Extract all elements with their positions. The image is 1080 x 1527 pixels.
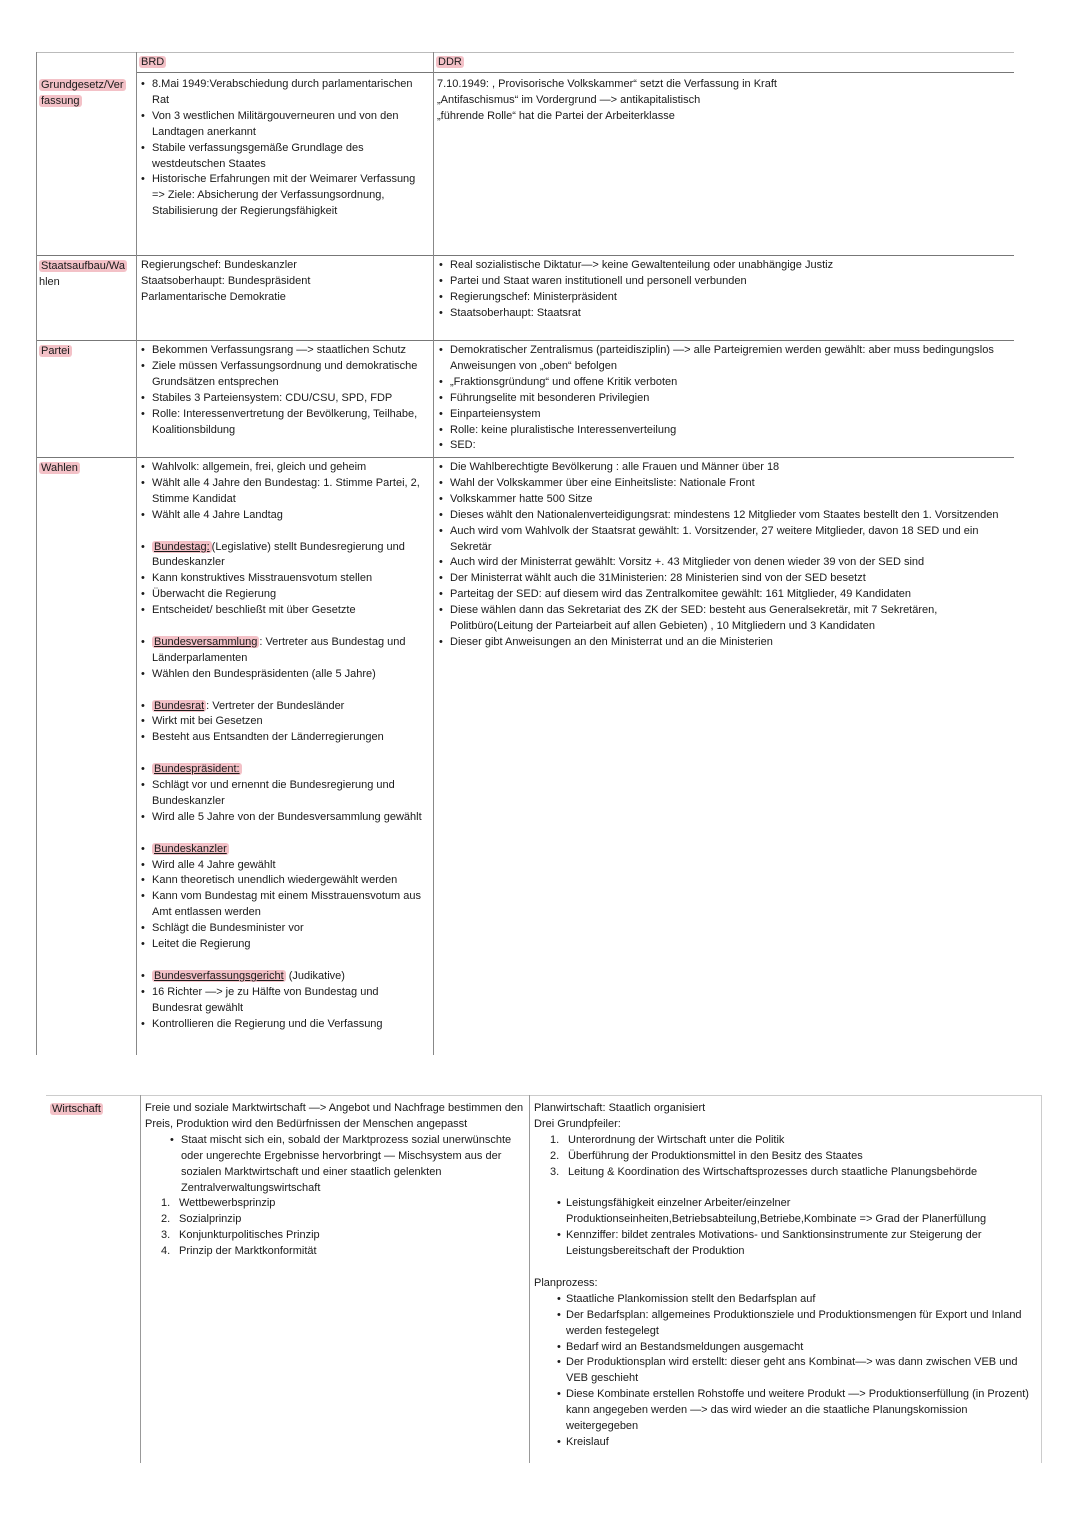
list-item: 1. Unterordnung der Wirtschaft unter die Politik: [550, 1133, 785, 1146]
list-item: • Leitet die Regierung: [138, 937, 430, 953]
partei-ddr: [436, 343, 1012, 454]
list-item: • Wirkt mit bei Gesetzen: [138, 714, 430, 730]
list-item: • Wahl der Volkskammer über eine Einheitsliste: Nationale Front: [436, 476, 1012, 492]
list-item: • Auch wird der Ministerrat gewählt: Vorsitz +. 43 Mitglieder von denen wieder 39 von der SED sind: [436, 555, 1012, 571]
staatsaufbau-brd: [141, 258, 431, 306]
list-item: • Staatliche Plankomission stellt den Bedarfsplan auf: [554, 1292, 1039, 1308]
row-label-wahlen: Wahlen: [41, 462, 78, 474]
wahlen-brd: [138, 460, 430, 1033]
grundgesetz-ddr: [437, 77, 1007, 125]
staatsaufbau-ddr: [436, 258, 1012, 322]
list-item: • Einparteiensystem: [436, 407, 1012, 423]
planprozess-title: Planprozess:: [534, 1276, 598, 1289]
row-label-grundgesetz: Grundgesetz/Ver fassung: [41, 79, 124, 107]
list-item: • Bedarf wird an Bestandsmeldungen ausgemacht: [554, 1340, 1039, 1356]
list-item: • Wählt alle 4 Jahre Landtag: [138, 508, 430, 524]
row-divider: [36, 457, 1014, 458]
list-item: • Diese Kombinate erstellen Rohstoffe und weitere Produkt —> Produktionserfüllung (in Prozent) kann angegeben werden —> das wird wieder an die staatliche Planungskomission weitergegeben: [554, 1387, 1039, 1435]
list-item: • Kontrollieren die Regierung und die Verfassung: [138, 1017, 430, 1033]
list-item: • Staatsoberhaupt: Staatsrat: [436, 306, 1012, 322]
comparison-table-politics: [36, 52, 1014, 1055]
table-border-top: [46, 1095, 1042, 1096]
table-border-top: [36, 52, 1014, 53]
wahlen-ddr: [436, 460, 1012, 651]
col-border: [136, 52, 137, 1055]
list-item: • „Fraktionsgründung“ und offene Kritik verboten: [436, 375, 1012, 391]
list-item: • Entscheidet/ beschließt mit über Gesetzte: [138, 603, 430, 619]
list-item: • SED:: [436, 438, 1012, 454]
row-divider: [36, 255, 1014, 256]
list-item: • Ziele müssen Verfassungsordnung und demokratische Grundsätzen entsprechen: [138, 359, 430, 391]
list-item: • Rolle: Interessenvertretung der Bevölkerung, Teilhabe, Koalitionsbildung: [138, 407, 430, 439]
text-line: „Antifaschismus“ im Vordergrund —> antikapitalistisch: [437, 93, 701, 106]
list-item: • Stabile verfassungsgemäße Grundlage des westdeutschen Staates: [138, 141, 430, 173]
list-item: • Parteitag der SED: auf diesem wird das Zentralkomitee gewählt: 161 Mitglieder, 49 Kandidaten: [436, 587, 1012, 603]
list-item: • Rolle: keine pluralistische Interessenverteilung: [436, 423, 1012, 439]
wirtschaft-ddr: [534, 1101, 1039, 1451]
list-item: • Bundesversammlung : Vertreter aus Bundestag und Länderparlamenten: [138, 635, 430, 667]
list-item: • Diese wählen dann das Sekretariat des ZK der SED: besteht aus Generalsekretär, mit 7 Sekretären, Politbüro(Leitung der Parteiarbeit auf allen Gebieten) , 10 Mitgliedern und 3 Kandidaten: [436, 603, 1012, 635]
text-line: 7.10.1949: , Provisorische Volkskammer“ setzt die Verfassung in Kraft: [437, 78, 777, 90]
list-item: • Der Bedarfsplan: allgemeines Produktionsziele und Produktionsmengen für Export und Inland werden festegelegt: [554, 1308, 1039, 1340]
list-item: • Wählen den Bundespräsidenten (alle 5 Jahre): [138, 667, 430, 683]
header-ddr: DDR: [438, 56, 462, 68]
list-item: • Bundesrat : Vertreter der Bundesländer: [138, 699, 430, 715]
list-item: • Leistungsfähigkeit einzelner Arbeiter/einzelner Produktionseinheiten,Betriebsabteilung,Betriebe,Kombinate => Grad der Planerfüllung: [554, 1196, 1039, 1228]
row-label-staatsaufbau: Staatsaufbau/Wa hlen: [39, 260, 125, 288]
list-item: • Von 3 westlichen Militärgouverneuren und von den Landtagen anerkannt: [138, 109, 430, 141]
intro-text: Freie und soziale Marktwirtschaft —> Angebot und Nachfrage bestimmen den Preis, Produktion wird den Bedürfnissen der Menschen angepasst: [145, 1102, 524, 1130]
list-item: • Kann konstruktives Misstrauensvotum stellen: [138, 571, 430, 587]
wirtschaft-brd: [145, 1101, 528, 1260]
list-item: • Überwacht die Regierung: [138, 587, 430, 603]
list-item: • Staat mischt sich ein, sobald der Marktprozess sozial unerwünschte oder ungerechte Ergebnisse hervorbringt — Mischsystem aus der sozialen Marktwirtschaft und einer staatlich gelenkten Zentralverwaltungswirtschaft: [167, 1133, 528, 1197]
text-line: Parlamentarische Demokratie: [141, 290, 286, 303]
list-item: 3. Leitung & Koordination des Wirtschaftsprozesses durch staatliche Planungsbehörde: [550, 1165, 978, 1178]
col-border: [529, 1095, 530, 1463]
list-item: • Wird alle 4 Jahre gewählt: [138, 858, 430, 874]
list-item: • Kreislauf: [554, 1435, 1039, 1451]
list-item: • 8.Mai 1949:Verabschiedung durch parlamentarischen Rat: [138, 77, 430, 109]
list-item: • Die Wahlberechtigte Bevölkerung : alle Frauen und Männer über 18: [436, 460, 1012, 476]
partei-brd: [138, 343, 430, 438]
list-item: • Regierungschef: Ministerpräsident: [436, 290, 1012, 306]
header-divider: [136, 72, 1014, 73]
list-item: 1. Wettbewerbsprinzip: [161, 1197, 276, 1210]
list-item: 2. Sozialprinzip: [161, 1213, 242, 1226]
row-label-partei: Partei: [41, 345, 70, 357]
list-item: • Bundestag: (Legislative) stellt Bundesregierung und Bundeskanzler: [138, 540, 430, 572]
list-item: • Kennziffer: bildet zentrales Motivations- und Sanktionsinstrumente zur Steigerung der Leistungsbereitschaft der Produktion: [554, 1228, 1039, 1260]
text-line: Staatsoberhaupt: Bundespräsident: [141, 274, 311, 287]
list-item: • Kann vom Bundestag mit einem Misstrauensvotum aus Amt entlassen werden: [138, 889, 430, 921]
list-item: • Stabiles 3 Parteiensystem: CDU/CSU, SPD, FDP: [138, 391, 430, 407]
list-item: • Dieser gibt Anweisungen an den Ministerrat und an die Ministerien: [436, 635, 1012, 651]
text-line: Regierungschef: Bundeskanzler: [141, 259, 297, 271]
list-item: 3. Konjunkturpolitisches Prinzip: [161, 1229, 320, 1242]
list-item: • Schlägt vor und ernennt die Bundesregierung und Bundeskanzler: [138, 778, 430, 810]
list-item: 2. Überführung der Produktionsmittel in den Besitz des Staates: [550, 1149, 863, 1162]
list-item: • Der Produktionsplan wird erstellt: dieser geht ans Kombinat—> was dann zwischen VEB und VEB geschieht: [554, 1355, 1039, 1387]
row-divider: [36, 340, 1014, 341]
list-item: • Wahlvolk: allgemein, frei, gleich und geheim: [138, 460, 430, 476]
list-item: • Real sozialistische Diktatur—> keine Gewaltenteilung oder unabhängige Justiz: [436, 258, 1012, 274]
list-item: • Demokratischer Zentralismus (parteidisziplin) —> alle Parteigremien werden gewählt: aber muss bedingungslos Anweisungen von „oben“ befolgen: [436, 343, 1012, 375]
list-item: • 16 Richter —> je zu Hälfte von Bundestag und Bundesrat gewählt: [138, 985, 430, 1017]
list-item: • Bekommen Verfassungsrang —> staatlichen Schutz: [138, 343, 430, 359]
text-line: Drei Grundpfeiler:: [534, 1117, 621, 1130]
col-border: [1041, 1095, 1042, 1463]
list-item: • Besteht aus Entsandten der Länderregierungen: [138, 730, 430, 746]
list-item: • Der Ministerrat wählt auch die 31Ministerien: 28 Ministerien sind von der SED besetzt: [436, 571, 1012, 587]
list-item: • Wird alle 5 Jahre von der Bundesversammlung gewählt: [138, 810, 430, 826]
list-item: • Bundespräsident:: [138, 762, 430, 778]
list-item: • Führungselite mit besonderen Privilegien: [436, 391, 1012, 407]
grundgesetz-brd: [138, 77, 430, 220]
text-line: Planwirtschaft: Staatlich organisiert: [534, 1102, 706, 1114]
list-item: • Partei und Staat waren institutionell und personell verbunden: [436, 274, 1012, 290]
list-item: • Schlägt die Bundesminister vor: [138, 921, 430, 937]
list-item: • Volkskammer hatte 500 Sitze: [436, 492, 1012, 508]
col-border: [36, 52, 37, 1055]
list-item: • Wählt alle 4 Jahre den Bundestag: 1. Stimme Partei, 2, Stimme Kandidat: [138, 476, 430, 508]
col-border: [140, 1095, 141, 1463]
list-item: 4. Prinzip der Marktkonformität: [161, 1245, 317, 1258]
list-item: • Historische Erfahrungen mit der Weimarer Verfassung => Ziele: Absicherung der Verfassungsordnung, Stabilisierung der Regierungsfähigkeit: [138, 172, 430, 220]
header-brd: BRD: [141, 56, 165, 68]
row-label-wirtschaft: Wirtschaft: [52, 1103, 101, 1115]
list-item: • Dieses wählt den Nationalenverteidigungsrat: mindestens 12 Mitglieder vom Staates bestellt den 1. Vorsitzenden: [436, 508, 1012, 524]
list-item: • Bundesverfassungsgericht (Judikative): [138, 969, 430, 985]
col-border: [433, 52, 434, 1055]
list-item: • Bundeskanzler: [138, 842, 430, 858]
text-line: „führende Rolle“ hat die Partei der Arbeiterklasse: [437, 109, 675, 122]
list-item: • Kann theoretisch unendlich wiedergewählt werden: [138, 873, 430, 889]
list-item: • Auch wird vom Wahlvolk der Staatsrat gewählt: 1. Vorsitzender, 27 weitere Mitglieder, davon 18 SED und ein Sekretär: [436, 524, 1012, 556]
comparison-table-economy: [46, 1095, 1042, 1463]
